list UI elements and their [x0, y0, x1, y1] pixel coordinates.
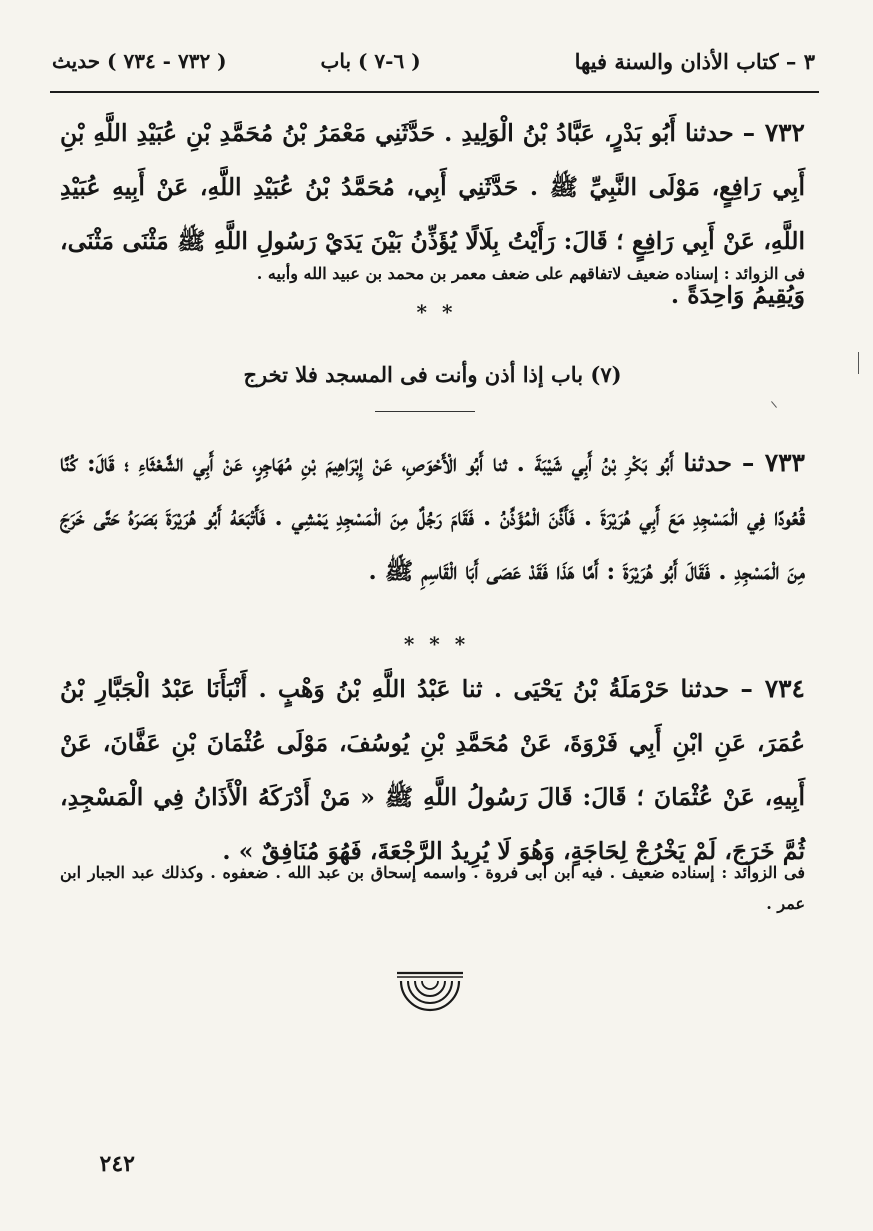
- hadith-733: [60, 436, 805, 598]
- separator-stars: * * *: [403, 632, 470, 656]
- hadith-734: [60, 662, 805, 878]
- separator-stars: * *: [416, 300, 457, 324]
- header-hadith-range: ( ٧٣٢ - ٧٣٤ ) حديث: [52, 49, 227, 73]
- chapter-rule: [375, 411, 475, 412]
- hadith-text: أَبُو بَكْرِ بْنُ أَبِي شَيْبَةَ . ثنا أَبُو الْأَحْوَصِ، عَنْ إِبْرَاهِيمَ بْنِ مُهَاجِرٍ، عَنْ أَبِي الشَّعْثَاءِ ؛ قَالَ: كُنَّا قُعُودًا فِي الْمَسْجِدِ مَعَ أَبِي هُرَيْرَةَ . فَأَذَّنَ الْمُؤَذِّنُ . فَقَامَ رَجُلٌ مِنَ الْمَسْجِدِ يَمْشِي . فَأَتْبَعَهُ أَبُو هُرَيْرَةَ بَصَرَهُ حَتَّى خَرَجَ مِنَ الْمَسْجِدِ . فَقَالَ أَبُو هُرَيْرَةَ : أَمَّا هَذَا فَقَدْ عَصَى أَبَا الْقَاسِمِ ﷺ .: [60, 449, 805, 585]
- hadith-text: حَرْمَلَةُ بْنُ يَحْيَى . ثنا عَبْدُ اللَّهِ بْنُ وَهْبٍ . أَنْبَأَنَا عَبْدُ الْجَبَّارِ بْنُ عُمَرَ، عَنِ ابْنِ أَبِي فَرْوَةَ، عَنْ مُحَمَّدِ بْنِ يُوسُفَ، مَوْلَى عُثْمَانَ بْنِ عَفَّانَ، عَنْ أَبِيهِ، عَنْ عُثْمَانَ ؛ قَالَ: قَالَ رَسُولُ اللَّهِ ﷺ « مَنْ أَدْرَكَهُ الْأَذَانُ فِي الْمَسْجِدِ، ثُمَّ خَرَجَ، لَمْ يَخْرُجْ لِحَاجَةٍ، وَهُوَ لَا يُرِيدُ الرَّجْعَةَ، فَهُوَ مُنَافِقٌ » .: [60, 675, 805, 865]
- hadith-number: ٧٣٤ –: [740, 674, 805, 703]
- hadith-text: أَبُو بَدْرٍ، عَبَّادُ بْنُ الْوَلِيدِ . حَدَّثَنِي مَعْمَرُ بْنُ مُحَمَّدِ بْنِ عُبَيْدِ اللَّهِ بْنِ أَبِي رَافِعٍ، مَوْلَى النَّبِيِّ ﷺ . حَدَّثَنِي أَبِي، مُحَمَّدُ بْنُ عُبَيْدِ اللَّهِ، عَنْ أَبِيهِ عُبَيْدِ اللَّهِ، عَنْ أَبِي رَافِعٍ ؛ قَالَ: رَأَيْتُ بِلَالًا يُؤَذِّنُ بَيْنَ يَدَيْ رَسُولِ اللَّهِ ﷺ مَثْنَى مَثْنَى، وَيُقِيمُ وَاحِدَةً .: [60, 119, 805, 309]
- hadith-number: ٧٣٢ –: [742, 118, 805, 147]
- header-chapter-range: ( ٦-٧ ) باب: [320, 49, 421, 73]
- hadith-732: [60, 106, 805, 322]
- header-rule: [50, 91, 819, 93]
- page-number: ٢٤٢: [99, 1151, 135, 1177]
- running-header: [52, 36, 815, 86]
- chapter-heading: (٧) باب إذا أذن وأنت فى المسجد فلا تخرج: [243, 362, 622, 387]
- hadith-lead: حدثنا: [680, 674, 730, 703]
- hadith-734-note: فى الزوائد : إسناده ضعيف . فيه ابن أبى فروة . واسمه إسحاق بن عبد الله . ضعفوه . وكذلك عبد الجبار ابن عمر .: [60, 863, 805, 913]
- hadith-732-note: فى الزوائد : إسناده ضعيف لاتفاقهم على ضعف معمر بن محمد بن عبيد الله وأبيه .: [256, 264, 805, 283]
- scan-mark: [858, 352, 859, 374]
- scan-mark: [771, 401, 777, 408]
- hadith-number: ٧٣٣ –: [741, 448, 805, 477]
- hadith-lead: حدثنا: [684, 118, 734, 147]
- hadith-lead: حدثنا: [683, 448, 732, 477]
- ornament-icon: [395, 967, 465, 1019]
- header-book-title: ٣ – كتاب الأذان والسنة فيها: [574, 48, 815, 74]
